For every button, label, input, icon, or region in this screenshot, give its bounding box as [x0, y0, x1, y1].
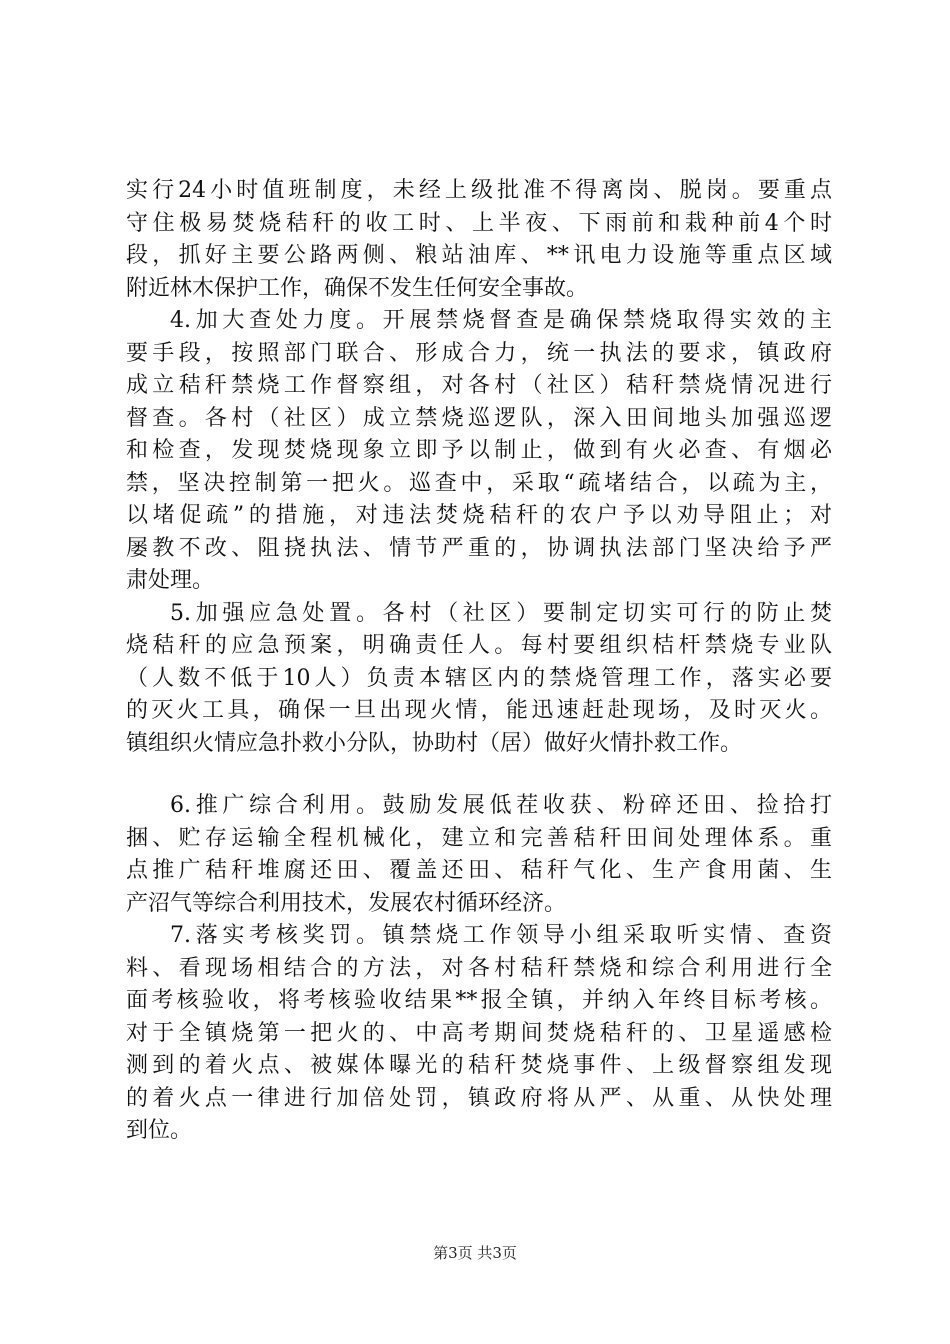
text-line: 捆、贮存运输全程机械化，建立和完善秸秆田间处理体系。重 [126, 825, 832, 851]
text-line: 和检查，发现焚烧现象立即予以制止，做到有火必查、有烟必 [126, 438, 832, 463]
text-line: 4.加大查处力度。开展禁烧督查是确保禁烧取得实效的主 [170, 308, 832, 333]
document-body [126, 175, 832, 1148]
text-line: 面考核验收，将考核验收结果**报全镇，并纳入年终目标考核。 [126, 988, 832, 1013]
text-line: 屡教不改、阻挠执法、情节严重的，协调执法部门坚决给予严 [126, 535, 832, 561]
text-line: 到位。 [126, 1118, 193, 1143]
text-line: 6.推广综合利用。鼓励发展低茬收获、粉碎还田、捡拾打 [170, 793, 832, 818]
text-line: 督查。各村（社区）成立禁烧巡逻队，深入田间地头加强巡逻 [126, 405, 832, 431]
text-line: 肃处理。 [126, 568, 215, 593]
text-line: 要手段，按照部门联合、形成合力，统一执法的要求，镇政府 [126, 340, 832, 366]
text-line: 7.落实考核奖罚。镇禁烧工作领导小组采取听实情、查资 [170, 923, 832, 948]
page-number-footer: 第3页 共3页 [433, 1244, 517, 1262]
text-line: 镇组织火情应急扑救小分队，协助村（居）做好火情扑救工作。 [126, 730, 743, 756]
paragraph-emergency [126, 598, 832, 761]
text-line: 料、看现场相结合的方法，对各村秸秆禁烧和综合利用进行全 [126, 955, 832, 981]
text-line: 附近林木保护工作，确保不发生任何安全事故。 [126, 275, 589, 301]
text-line: 测到的着火点、被媒体曝光的秸秆焚烧事件、上级督察组发现 [126, 1053, 832, 1078]
text-line: 成立秸秆禁烧工作督察组，对各村（社区）秸秆禁烧情况进行 [126, 373, 832, 398]
text-line: 烧秸秆的应急预案，明确责任人。每村要组织桔杆禁烧专业队 [126, 633, 832, 658]
paragraph-utilization [126, 790, 832, 920]
text-line: 实行24小时值班制度，未经上级批准不得离岗、脱岗。要重点 [126, 178, 832, 203]
text-line: 段，抓好主要公路两侧、粮站油库、**讯电力设施等重点区域 [126, 243, 832, 268]
text-line: 对于全镇烧第一把火的、中高考期间焚烧秸秆的、卫星遥感检 [126, 1020, 832, 1046]
text-line: 以堵促疏”的措施，对违法焚烧秸秆的农户予以劝导阻止；对 [126, 503, 832, 528]
text-line: 守住极易焚烧秸秆的收工时、上半夜、下雨前和栽种前4个时 [126, 210, 832, 236]
text-line: 5.加强应急处置。各村（社区）要制定切实可行的防止焚 [170, 600, 832, 626]
text-line: （人数不低于10人）负责本辖区内的禁烧管理工作，落实必要 [126, 665, 832, 691]
text-line: 的着火点一律进行加倍处罚，镇政府将从严、从重、从快处理 [126, 1085, 832, 1111]
text-line: 禁，坚决控制第一把火。巡查中，采取“疏堵结合，以疏为主， [126, 470, 832, 496]
paragraph-duty-system [126, 175, 832, 305]
paragraph-assessment [126, 920, 832, 1148]
text-line: 点推广秸秆堆腐还田、覆盖还田、秸秆气化、生产食用菌、生 [126, 858, 832, 883]
paragraph-inspection [126, 305, 832, 598]
text-line: 的灭火工具，确保一旦出现火情，能迅速赶赴现场，及时灭火。 [126, 698, 832, 723]
text-line: 产沼气等综合利用技术，发展农村循环经济。 [126, 890, 567, 916]
paragraph-spacer [126, 760, 832, 790]
